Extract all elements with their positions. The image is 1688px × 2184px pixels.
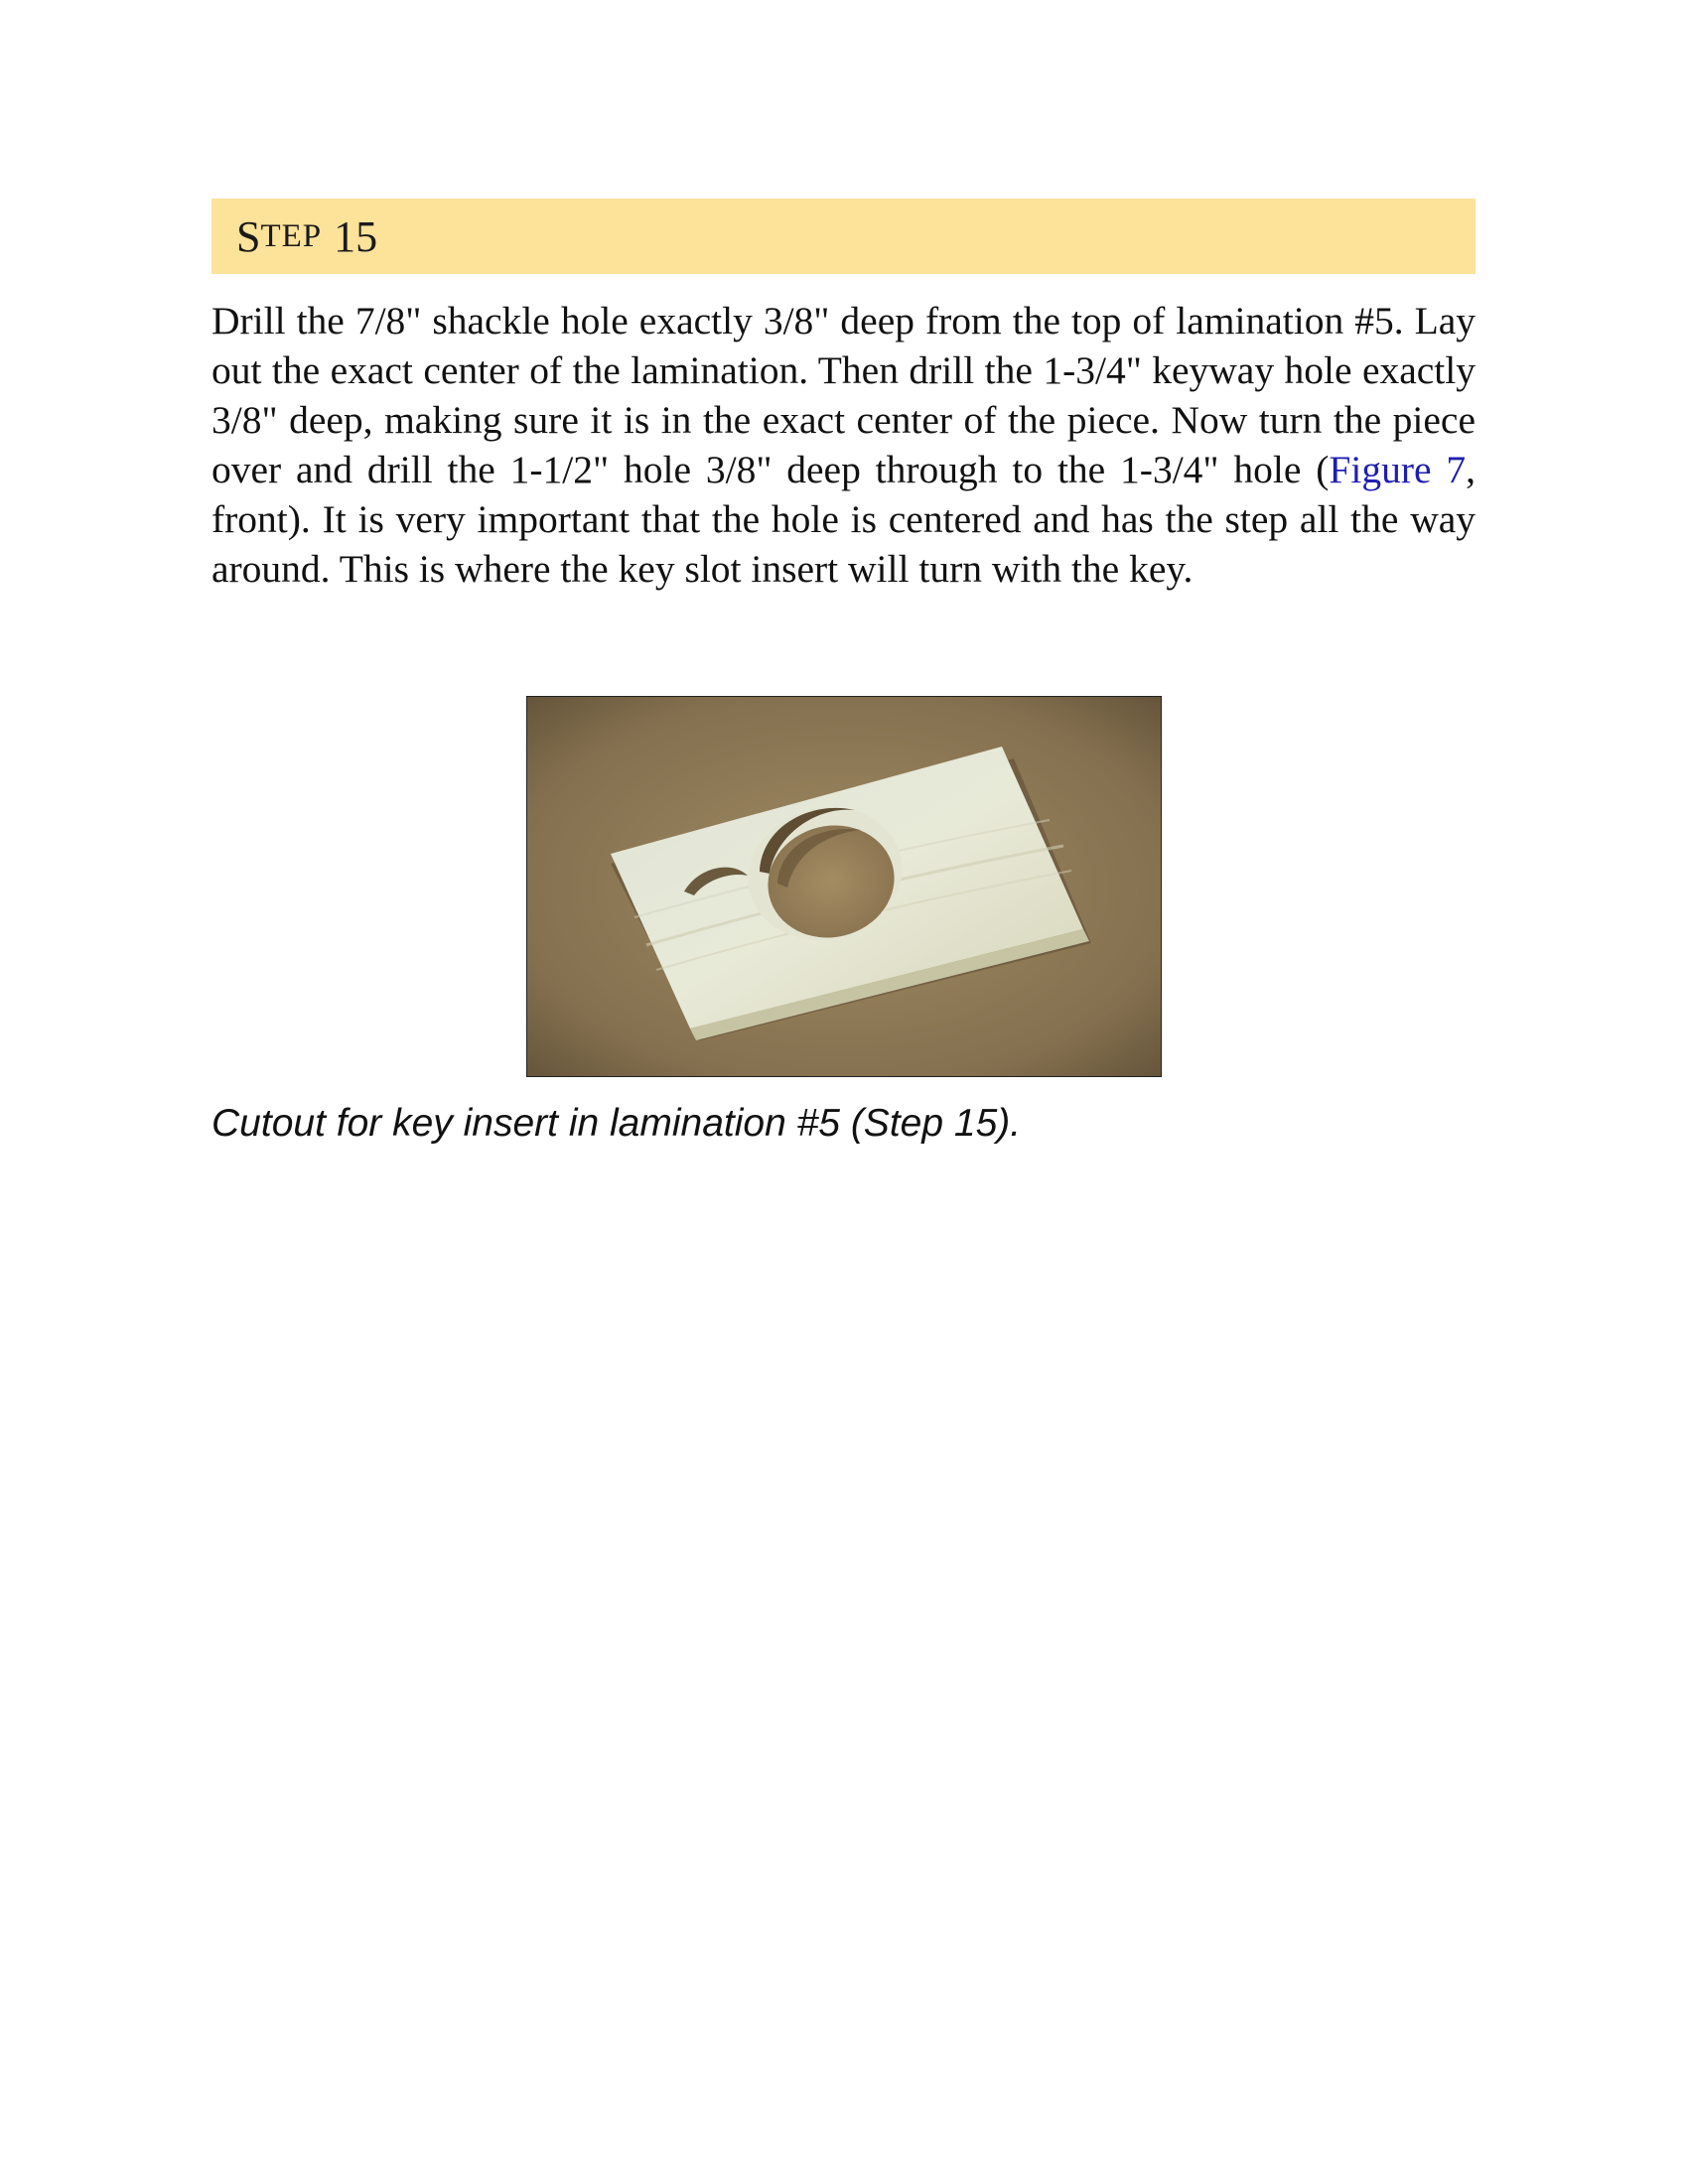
lamination-photo — [526, 696, 1162, 1077]
step-number: 15 — [334, 211, 378, 261]
instruction-paragraph — [211, 296, 1476, 594]
figure-caption: Cutout for key insert in lamination #5 (Step 15). — [211, 1102, 1022, 1145]
step-label-rest: TEP — [260, 217, 323, 254]
figure-7-link[interactable]: Figure 7 — [1329, 448, 1467, 491]
instruction-text-start: Drill the 7/8" shackle hole exactly 3/8" deep from the top of lamination #5. Lay out the exact center of the lamination. Then drill the 1-3/4" keyway hole exactly 3/8" deep, making sure it is in the exact center of the piece. Now turn the piece over and drill the 1-1/2" hole 3/8" deep through to the 1-3/4" hole ( — [211, 299, 1476, 491]
instruction-text-end: , front). It is very important that the hole is centered and has the step all the way around. This is where the key slot insert will turn with the key. — [211, 448, 1476, 591]
step-label-initial: S — [236, 211, 261, 261]
step-heading-banner — [211, 199, 1476, 274]
